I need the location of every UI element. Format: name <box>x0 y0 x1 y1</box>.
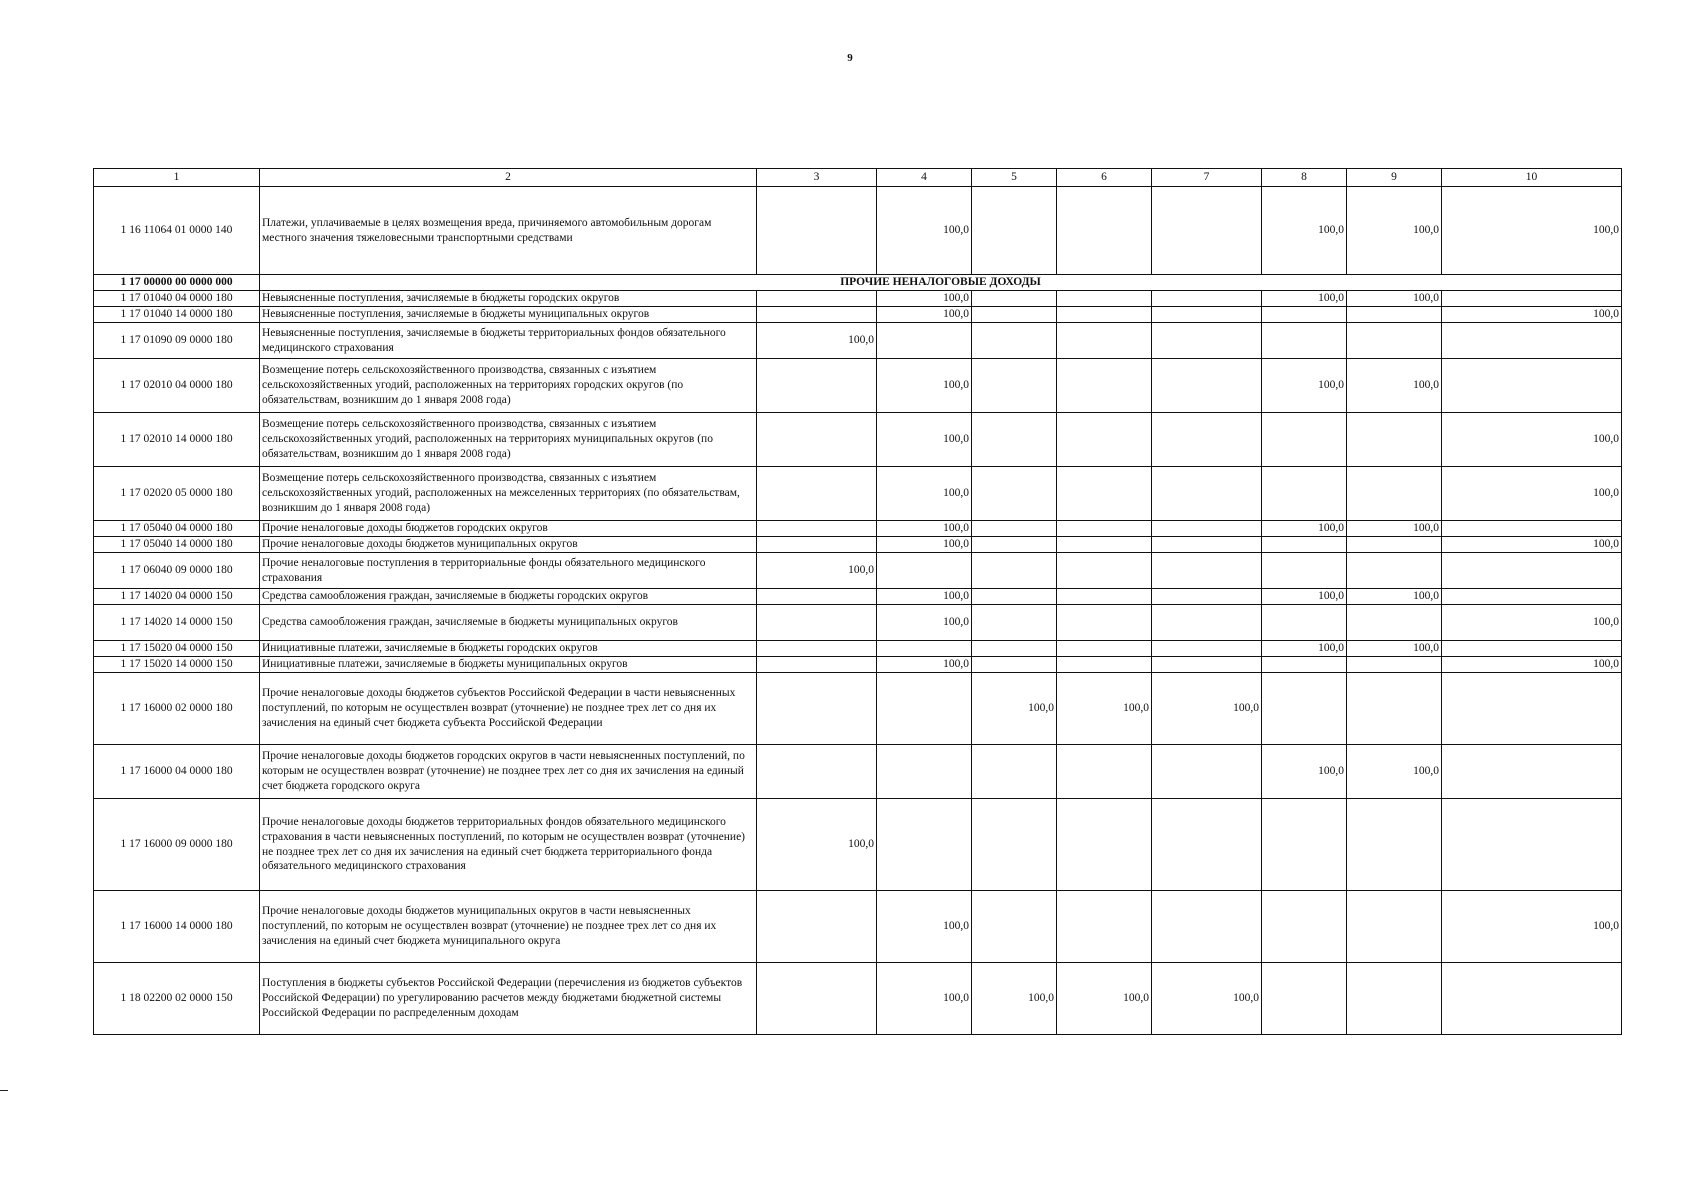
cell-col9: 100,0 <box>1347 187 1442 275</box>
cell-col6 <box>1057 891 1152 963</box>
table-row <box>94 799 1622 891</box>
row-code: 1 17 01090 09 0000 180 <box>94 323 260 359</box>
cell-col3 <box>757 537 877 553</box>
row-code: 1 17 01040 14 0000 180 <box>94 307 260 323</box>
header-row <box>94 169 1622 187</box>
table-row <box>94 467 1622 521</box>
cell-col5 <box>972 745 1057 799</box>
cell-col4: 100,0 <box>877 413 972 467</box>
cell-col3 <box>757 521 877 537</box>
cell-col9: 100,0 <box>1347 641 1442 657</box>
cell-col4 <box>877 323 972 359</box>
cell-col4: 100,0 <box>877 307 972 323</box>
cell-col6 <box>1057 537 1152 553</box>
row-code: 1 17 16000 04 0000 180 <box>94 745 260 799</box>
row-code: 1 17 02020 05 0000 180 <box>94 467 260 521</box>
row-name: Прочие неналоговые доходы бюджетов субъектов Российской Федерации в части невыясненных поступлений, по которым не осуществлен возврат (уточнение) не позднее трех лет со дня их зачисления на единый счет бюджета субъекта Российской Федерации <box>260 673 757 745</box>
row-code: 1 17 02010 04 0000 180 <box>94 359 260 413</box>
cell-col4 <box>877 673 972 745</box>
cell-col6: 100,0 <box>1057 963 1152 1035</box>
cell-col9 <box>1347 553 1442 589</box>
table-row <box>94 187 1622 275</box>
row-name: Прочие неналоговые доходы бюджетов территориальных фондов обязательного медицинского страхования в части невыясненных поступлений, по которым не осуществлен возврат (уточнение) не позднее трех лет со дня их зачисления на единый счет бюджета территориального фонда обязательного медицинского страхования <box>260 799 757 891</box>
cell-col10: 100,0 <box>1442 467 1622 521</box>
cell-col9 <box>1347 467 1442 521</box>
cell-col6 <box>1057 323 1152 359</box>
cell-col8: 100,0 <box>1262 291 1347 307</box>
table-body <box>94 187 1622 1035</box>
cell-col6 <box>1057 359 1152 413</box>
cell-col8 <box>1262 657 1347 673</box>
row-name: Невыясненные поступления, зачисляемые в бюджеты городских округов <box>260 291 757 307</box>
cell-col6 <box>1057 657 1152 673</box>
row-code: 1 17 01040 04 0000 180 <box>94 291 260 307</box>
table-row <box>94 891 1622 963</box>
cell-col3 <box>757 605 877 641</box>
cell-col9: 100,0 <box>1347 359 1442 413</box>
cell-col3 <box>757 187 877 275</box>
cell-col8: 100,0 <box>1262 187 1347 275</box>
row-name: Прочие неналоговые поступления в территориальные фонды обязательного медицинского страхования <box>260 553 757 589</box>
cell-col5 <box>972 467 1057 521</box>
cell-col8 <box>1262 307 1347 323</box>
cell-col7 <box>1152 359 1262 413</box>
column-header-1: 1 <box>94 169 260 187</box>
cell-col7 <box>1152 187 1262 275</box>
row-code: 1 17 14020 04 0000 150 <box>94 589 260 605</box>
cell-col5 <box>972 605 1057 641</box>
cell-col9: 100,0 <box>1347 521 1442 537</box>
cell-col9: 100,0 <box>1347 291 1442 307</box>
cell-col3 <box>757 307 877 323</box>
cell-col10: 100,0 <box>1442 657 1622 673</box>
table-row <box>94 291 1622 307</box>
cell-col3: 100,0 <box>757 323 877 359</box>
row-name: Инициативные платежи, зачисляемые в бюджеты муниципальных округов <box>260 657 757 673</box>
row-name: Средства самообложения граждан, зачисляемые в бюджеты муниципальных округов <box>260 605 757 641</box>
cell-col8 <box>1262 891 1347 963</box>
cell-col3 <box>757 589 877 605</box>
cell-col6 <box>1057 745 1152 799</box>
cell-col3: 100,0 <box>757 799 877 891</box>
cell-col5 <box>972 657 1057 673</box>
cell-col10: 100,0 <box>1442 605 1622 641</box>
cell-col5 <box>972 641 1057 657</box>
column-header-8: 8 <box>1262 169 1347 187</box>
cell-col8 <box>1262 605 1347 641</box>
cell-col4: 100,0 <box>877 589 972 605</box>
cell-col9 <box>1347 963 1442 1035</box>
cell-col9 <box>1347 891 1442 963</box>
row-name: Прочие неналоговые доходы бюджетов муниципальных округов <box>260 537 757 553</box>
row-name: Поступления в бюджеты субъектов Российской Федерации (перечисления из бюджетов субъектов Российской Федерации) по урегулированию расчетов между бюджетами бюджетной системы Российской Федерации по распределенным доходам <box>260 963 757 1035</box>
cell-col7 <box>1152 657 1262 673</box>
cell-col9 <box>1347 307 1442 323</box>
cell-col10 <box>1442 521 1622 537</box>
cell-col9 <box>1347 605 1442 641</box>
table-row <box>94 673 1622 745</box>
cell-col9 <box>1347 673 1442 745</box>
cell-col7: 100,0 <box>1152 963 1262 1035</box>
table-row <box>94 553 1622 589</box>
table-row <box>94 745 1622 799</box>
cell-col10: 100,0 <box>1442 307 1622 323</box>
row-name: Платежи, уплачиваемые в целях возмещения вреда, причиняемого автомобильным дорогам местного значения тяжеловесными транспортными средствами <box>260 187 757 275</box>
row-code: 1 17 16000 02 0000 180 <box>94 673 260 745</box>
cell-col9 <box>1347 413 1442 467</box>
revenue-distribution-table <box>93 168 1622 1035</box>
cell-col4: 100,0 <box>877 891 972 963</box>
cell-col6 <box>1057 521 1152 537</box>
cell-col8: 100,0 <box>1262 521 1347 537</box>
table-row <box>94 537 1622 553</box>
cell-col6 <box>1057 413 1152 467</box>
cell-col5 <box>972 187 1057 275</box>
cell-col10 <box>1442 641 1622 657</box>
cell-col5 <box>972 553 1057 589</box>
cell-col3 <box>757 413 877 467</box>
cell-col4: 100,0 <box>877 963 972 1035</box>
column-header-4: 4 <box>877 169 972 187</box>
cell-col6 <box>1057 291 1152 307</box>
cell-col7 <box>1152 589 1262 605</box>
cell-col8 <box>1262 537 1347 553</box>
cell-col6 <box>1057 605 1152 641</box>
cell-col5 <box>972 323 1057 359</box>
row-code: 1 17 05040 04 0000 180 <box>94 521 260 537</box>
cell-col3 <box>757 359 877 413</box>
cell-col8 <box>1262 963 1347 1035</box>
cell-col4: 100,0 <box>877 467 972 521</box>
row-name: Возмещение потерь сельскохозяйственного производства, связанных с изъятием сельскохозяйственных угодий, расположенных на межселенных территориях (по обязательствам, возникшим до 1 января 2008 года) <box>260 467 757 521</box>
cell-col10 <box>1442 673 1622 745</box>
cell-col6 <box>1057 307 1152 323</box>
cell-col10 <box>1442 745 1622 799</box>
cell-col6 <box>1057 187 1152 275</box>
row-code: 1 17 16000 14 0000 180 <box>94 891 260 963</box>
cell-col5 <box>972 537 1057 553</box>
cell-col8 <box>1262 673 1347 745</box>
section-title: ПРОЧИЕ НЕНАЛОГОВЫЕ ДОХОДЫ <box>260 275 1622 291</box>
column-header-5: 5 <box>972 169 1057 187</box>
cell-col4 <box>877 799 972 891</box>
cell-col7 <box>1152 521 1262 537</box>
cell-col6: 100,0 <box>1057 673 1152 745</box>
cell-col9 <box>1347 537 1442 553</box>
row-code: 1 18 02200 02 0000 150 <box>94 963 260 1035</box>
cell-col7 <box>1152 467 1262 521</box>
table-row <box>94 963 1622 1035</box>
table-row <box>94 413 1622 467</box>
column-header-7: 7 <box>1152 169 1262 187</box>
cell-col4 <box>877 553 972 589</box>
cell-col8 <box>1262 799 1347 891</box>
row-code: 1 17 06040 09 0000 180 <box>94 553 260 589</box>
cell-col7 <box>1152 307 1262 323</box>
cell-col10: 100,0 <box>1442 537 1622 553</box>
cell-col8 <box>1262 553 1347 589</box>
cell-col4: 100,0 <box>877 187 972 275</box>
cell-col3 <box>757 891 877 963</box>
cell-col10: 100,0 <box>1442 187 1622 275</box>
cell-col5 <box>972 307 1057 323</box>
cell-col7 <box>1152 323 1262 359</box>
cell-col9 <box>1347 657 1442 673</box>
table-row <box>94 641 1622 657</box>
row-name: Возмещение потерь сельскохозяйственного производства, связанных с изъятием сельскохозяйственных угодий, расположенных на территориях городских округов (по обязательствам, возникшим до 1 января 2008 года) <box>260 359 757 413</box>
table-row <box>94 359 1622 413</box>
cell-col8 <box>1262 323 1347 359</box>
cell-col7 <box>1152 291 1262 307</box>
cell-col5 <box>972 589 1057 605</box>
table-row <box>94 657 1622 673</box>
cell-col9: 100,0 <box>1347 745 1442 799</box>
cell-col6 <box>1057 641 1152 657</box>
row-name: Прочие неналоговые доходы бюджетов муниципальных округов в части невыясненных поступлений, по которым не осуществлен возврат (уточнение) не позднее трех лет со дня их зачисления на единый счет бюджета муниципального округа <box>260 891 757 963</box>
cell-col5 <box>972 799 1057 891</box>
row-name: Прочие неналоговые доходы бюджетов городских округов <box>260 521 757 537</box>
cell-col9: 100,0 <box>1347 589 1442 605</box>
cell-col7: 100,0 <box>1152 673 1262 745</box>
table-row <box>94 521 1622 537</box>
row-code: 1 17 16000 09 0000 180 <box>94 799 260 891</box>
cell-col7 <box>1152 537 1262 553</box>
cell-col10 <box>1442 359 1622 413</box>
cell-col10: 100,0 <box>1442 413 1622 467</box>
page-number: 9 <box>847 52 853 64</box>
cell-col5: 100,0 <box>972 963 1057 1035</box>
table-row <box>94 605 1622 641</box>
cell-col8: 100,0 <box>1262 589 1347 605</box>
cell-col4: 100,0 <box>877 291 972 307</box>
cell-col3 <box>757 963 877 1035</box>
cell-col10 <box>1442 553 1622 589</box>
cell-col10 <box>1442 589 1622 605</box>
cell-col4: 100,0 <box>877 657 972 673</box>
table-row <box>94 589 1622 605</box>
cell-col6 <box>1057 589 1152 605</box>
column-header-9: 9 <box>1347 169 1442 187</box>
section-row <box>94 275 1622 291</box>
cell-col10 <box>1442 291 1622 307</box>
cell-col10 <box>1442 323 1622 359</box>
row-name: Возмещение потерь сельскохозяйственного производства, связанных с изъятием сельскохозяйственных угодий, расположенных на территориях муниципальных округов (по обязательствам, возникшим до 1 января 2008 года) <box>260 413 757 467</box>
cell-col4 <box>877 745 972 799</box>
cell-col6 <box>1057 799 1152 891</box>
cell-col10 <box>1442 799 1622 891</box>
row-name: Невыясненные поступления, зачисляемые в бюджеты муниципальных округов <box>260 307 757 323</box>
cell-col3 <box>757 291 877 307</box>
row-code: 1 17 00000 00 0000 000 <box>94 275 260 291</box>
cell-col7 <box>1152 641 1262 657</box>
cell-col5 <box>972 521 1057 537</box>
cell-col7 <box>1152 891 1262 963</box>
row-name: Средства самообложения граждан, зачисляемые в бюджеты городских округов <box>260 589 757 605</box>
column-header-3: 3 <box>757 169 877 187</box>
cell-col6 <box>1057 553 1152 589</box>
cell-col5: 100,0 <box>972 673 1057 745</box>
cell-col3 <box>757 641 877 657</box>
cell-col4: 100,0 <box>877 359 972 413</box>
margin-mark <box>0 1090 8 1091</box>
column-header-2: 2 <box>260 169 757 187</box>
cell-col3 <box>757 467 877 521</box>
row-code: 1 17 15020 04 0000 150 <box>94 641 260 657</box>
column-header-6: 6 <box>1057 169 1152 187</box>
cell-col3 <box>757 745 877 799</box>
cell-col7 <box>1152 553 1262 589</box>
cell-col9 <box>1347 323 1442 359</box>
column-header-10: 10 <box>1442 169 1622 187</box>
cell-col4: 100,0 <box>877 537 972 553</box>
cell-col4: 100,0 <box>877 521 972 537</box>
cell-col7 <box>1152 799 1262 891</box>
cell-col5 <box>972 359 1057 413</box>
row-code: 1 17 05040 14 0000 180 <box>94 537 260 553</box>
row-name: Прочие неналоговые доходы бюджетов городских округов в части невыясненных поступлений, по которым не осуществлен возврат (уточнение) не позднее трех лет со дня их зачисления на единый счет бюджета городского округа <box>260 745 757 799</box>
row-code: 1 16 11064 01 0000 140 <box>94 187 260 275</box>
cell-col3 <box>757 657 877 673</box>
cell-col8 <box>1262 467 1347 521</box>
row-code: 1 17 02010 14 0000 180 <box>94 413 260 467</box>
cell-col5 <box>972 291 1057 307</box>
table-row <box>94 323 1622 359</box>
cell-col7 <box>1152 413 1262 467</box>
row-name: Невыясненные поступления, зачисляемые в бюджеты территориальных фондов обязательного медицинского страхования <box>260 323 757 359</box>
cell-col10 <box>1442 963 1622 1035</box>
cell-col8: 100,0 <box>1262 745 1347 799</box>
row-name: Инициативные платежи, зачисляемые в бюджеты городских округов <box>260 641 757 657</box>
cell-col7 <box>1152 745 1262 799</box>
cell-col4 <box>877 641 972 657</box>
cell-col4: 100,0 <box>877 605 972 641</box>
cell-col8 <box>1262 413 1347 467</box>
cell-col8: 100,0 <box>1262 641 1347 657</box>
row-code: 1 17 14020 14 0000 150 <box>94 605 260 641</box>
row-code: 1 17 15020 14 0000 150 <box>94 657 260 673</box>
cell-col8: 100,0 <box>1262 359 1347 413</box>
cell-col3: 100,0 <box>757 553 877 589</box>
cell-col10: 100,0 <box>1442 891 1622 963</box>
cell-col5 <box>972 891 1057 963</box>
cell-col6 <box>1057 467 1152 521</box>
cell-col7 <box>1152 605 1262 641</box>
cell-col3 <box>757 673 877 745</box>
table-row <box>94 307 1622 323</box>
cell-col9 <box>1347 799 1442 891</box>
cell-col5 <box>972 413 1057 467</box>
